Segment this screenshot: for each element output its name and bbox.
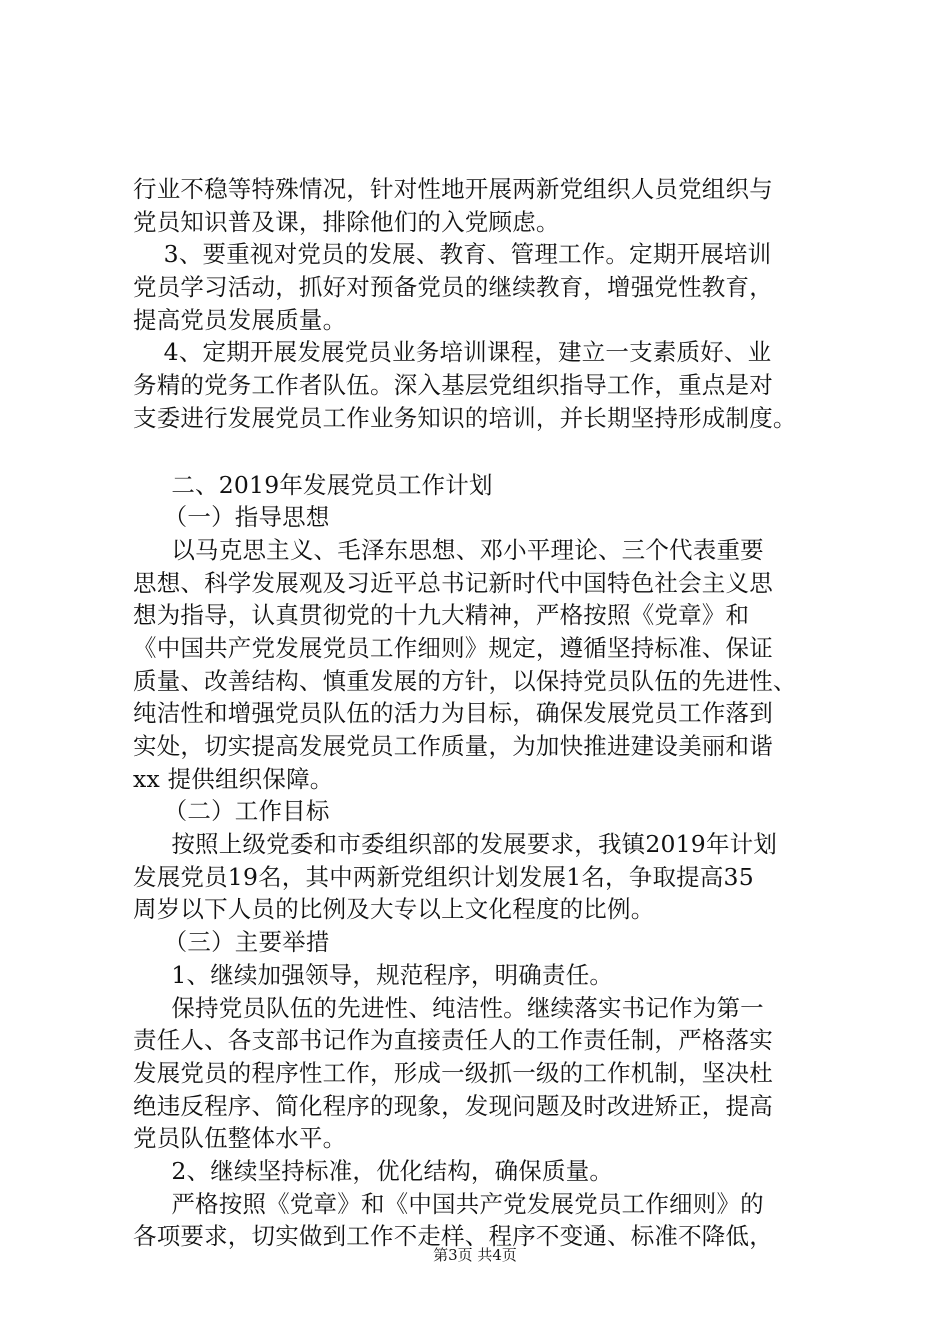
- text-line: 党员知识普及课，排除他们的入党顾虑。: [133, 207, 560, 236]
- page-footer: 第3页 共4页: [433, 1246, 517, 1264]
- text-line: 发展党员19名，其中两新党组织计划发展1名，争取提高35: [133, 862, 754, 891]
- text-line: 行业不稳等特殊情况，针对性地开展两新党组织人员党组织与: [133, 175, 773, 203]
- text-line: 质量、改善结构、慎重发展的方针，以保持党员队伍的先进性、: [133, 666, 797, 695]
- text-line: 责任人、各支部书记作为直接责任人的工作责任制，严格落实: [133, 1026, 773, 1055]
- text-line: 想为指导，认真贯彻党的十九大精神，严格按照《党章》和: [133, 601, 750, 630]
- paragraph-gap: [133, 435, 833, 469]
- text-line: xx 提供组织保障。: [133, 764, 334, 793]
- text-line: 实处，切实提高发展党员工作质量，为加快推进建设美丽和谐: [133, 732, 773, 760]
- text-line: （一）指导思想: [133, 503, 330, 532]
- text-block-plan: [133, 469, 833, 1254]
- text-line: 1、继续加强领导，规范程序，明确责任。: [133, 960, 614, 989]
- text-line: 发展党员的程序性工作，形成一级抓一级的工作机制，坚决杜: [133, 1058, 773, 1087]
- text-line: 思想、科学发展观及习近平总书记新时代中国特色社会主义思: [133, 568, 773, 597]
- text-line: 按照上级党委和市委组织部的发展要求，我镇2019年计划: [133, 830, 778, 859]
- text-line: 《中国共产党发展党员工作细则》规定，遵循坚持标准、保证: [133, 633, 773, 662]
- text-line: 以马克思主义、毛泽东思想、邓小平理论、三个代表重要: [133, 535, 764, 564]
- text-line: 提高党员发展质量。: [133, 305, 347, 334]
- text-line: 严格按照《党章》和《中国共产党发展党员工作细则》的: [133, 1189, 764, 1218]
- text-line: 党员学习活动，抓好对预备党员的继续教育，增强党性教育，: [133, 273, 773, 302]
- text-line: 纯洁性和增强党员队伍的活力为目标，确保发展党员工作落到: [133, 699, 773, 728]
- text-line: 党员队伍整体水平。: [133, 1124, 347, 1153]
- text-line: 3、要重视对党员的发展、教育、管理工作。定期开展培训: [133, 240, 772, 269]
- text-line: 务精的党务工作者队伍。深入基层党组织指导工作，重点是对: [133, 371, 773, 400]
- text-line: （二）工作目标: [133, 797, 330, 826]
- text-line: 各项要求，切实做到工作不走样、程序不变通、标准不降低，: [133, 1222, 773, 1251]
- text-line: 2、继续坚持标准，优化结构，确保质量。: [133, 1156, 614, 1185]
- text-line: 保持党员队伍的先进性、纯洁性。继续落实书记作为第一: [133, 993, 764, 1022]
- text-line: （三）主要举措: [133, 928, 330, 957]
- text-line: 周岁以下人员的比例及大专以上文化程度的比例。: [133, 895, 655, 924]
- text-block-upper: [133, 173, 833, 435]
- document-body: [133, 173, 833, 1253]
- text-line: 绝违反程序、简化程序的现象，发现问题及时改进矫正，提高: [133, 1091, 773, 1120]
- text-line: 二、2019年发展党员工作计划: [133, 470, 493, 499]
- text-line: 4、定期开展发展党员业务培训课程，建立一支素质好、业: [133, 338, 772, 367]
- text-line: 支委进行发展党员工作业务知识的培训，并长期坚持形成制度。: [133, 403, 797, 432]
